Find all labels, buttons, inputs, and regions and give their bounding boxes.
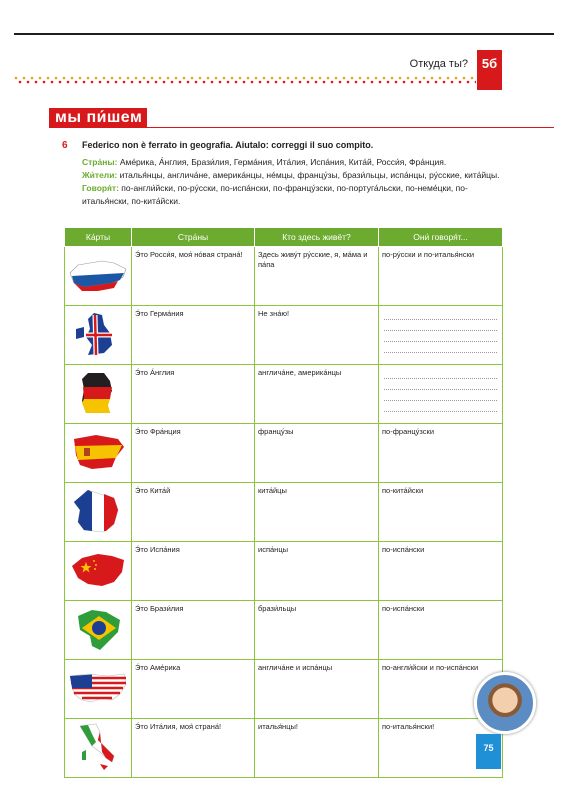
residents-cell: Здесь живу́т ру́сские, я, ма́ма и па́па <box>255 247 379 306</box>
page-number: 75 <box>476 734 501 769</box>
residents-cell: испа́нцы <box>255 542 379 601</box>
language-cell: по-кита́йски <box>379 483 503 542</box>
speak-text: по-англи́йски, по-ру́сски, по-испа́нски, по-францу́зски, по-португа́льски, по-неме́цки, по-италья́нски, по-кита́йски. <box>82 183 468 206</box>
residents-cell: брази́льцы <box>255 601 379 660</box>
table-row <box>65 660 503 719</box>
language-cell: по-францу́зски <box>379 424 503 483</box>
map-cell <box>65 719 132 778</box>
language-cell: по-ру́сски и по-италья́нски <box>379 247 503 306</box>
language-cell <box>379 306 503 365</box>
section-label: мы пи́шем <box>49 108 147 128</box>
italy-map-icon <box>70 722 126 772</box>
russia-map-icon <box>68 255 128 295</box>
germany-map-icon <box>70 371 126 415</box>
speak-key: Говоря́т: <box>82 183 119 193</box>
header-countries: Стра́ны <box>132 228 255 247</box>
residents-cell: англича́не, америка́нцы <box>255 365 379 424</box>
map-cell <box>65 601 132 660</box>
header-language: Они́ говоря́т... <box>379 228 503 247</box>
table-row <box>65 542 503 601</box>
table-header-row <box>65 228 503 247</box>
country-cell: Э́то Кита́й <box>132 483 255 542</box>
table-row <box>65 247 503 306</box>
residents-cell: францу́зы <box>255 424 379 483</box>
answer-line <box>384 401 497 412</box>
map-cell <box>65 483 132 542</box>
exercise-instruction: Federico non è ferrato in geografia. Aiutalo: correggi il suo compito. <box>82 140 374 150</box>
answer-line <box>384 331 497 342</box>
map-cell <box>65 306 132 365</box>
map-cell <box>65 542 132 601</box>
exercise-number: 6 <box>62 140 68 151</box>
residents-cell: италья́нцы! <box>255 719 379 778</box>
spain-map-icon <box>68 431 128 473</box>
language-cell <box>379 365 503 424</box>
france-map-icon <box>70 488 126 534</box>
table-row <box>65 306 503 365</box>
table-row <box>65 719 503 778</box>
speak-line <box>82 182 507 208</box>
answer-line <box>384 320 497 331</box>
country-cell: Э́то Фра́нция <box>132 424 255 483</box>
country-cell: Э́то А́нглия <box>132 365 255 424</box>
china-map-icon <box>68 550 128 590</box>
answer-line <box>384 309 497 320</box>
countries-key: Стра́ны: <box>82 157 118 167</box>
language-cell: по-испа́нски <box>379 601 503 660</box>
residents-cell: англича́не и испа́нцы <box>255 660 379 719</box>
table-row <box>65 483 503 542</box>
country-cell: Э́то Брази́лия <box>132 601 255 660</box>
language-cell: по-италья́нски! <box>379 719 503 778</box>
map-cell <box>65 660 132 719</box>
table-row <box>65 601 503 660</box>
countries-line <box>82 156 507 169</box>
ornament-border <box>14 76 476 84</box>
answer-line <box>384 368 497 379</box>
answer-line <box>384 379 497 390</box>
answer-line <box>384 342 497 353</box>
table-row <box>65 424 503 483</box>
header-residents: Кто здесь живёт? <box>255 228 379 247</box>
child-photo <box>474 672 536 734</box>
exercise-table <box>64 227 503 778</box>
brazil-map-icon <box>70 606 126 652</box>
residents-line <box>82 169 507 182</box>
top-rule <box>14 33 554 35</box>
country-cell: Э́то Герма́ния <box>132 306 255 365</box>
uk-map-icon <box>68 311 128 357</box>
country-cell: Э́то Аме́рика <box>132 660 255 719</box>
map-cell <box>65 365 132 424</box>
countries-text: Аме́рика, А́нглия, Брази́лия, Герма́ния, Ита́лия, Испа́ния, Кита́й, Росси́я, Фра́нция. <box>117 157 447 167</box>
language-cell: по-испа́нски <box>379 542 503 601</box>
header-maps: Ка́рты <box>65 228 132 247</box>
country-cell: Э́то Ита́лия, моя́ страна́! <box>132 719 255 778</box>
residents-cell: кита́йцы <box>255 483 379 542</box>
map-cell <box>65 424 132 483</box>
language-cell: по-англи́йски и по-испа́нски <box>379 660 503 719</box>
residents-text: италья́нцы, англича́не, америка́нцы, не́мцы, францу́зы, брази́льцы, испа́нцы, ру́сские, кита́йцы. <box>117 170 500 180</box>
country-cell: Э́то Росси́я, моя́ но́вая страна́! <box>132 247 255 306</box>
answer-line <box>384 390 497 401</box>
unit-title: Откуда ты? <box>409 58 468 70</box>
unit-badge: 5б <box>477 50 502 90</box>
residents-key: Жи́тели: <box>82 170 118 180</box>
country-cell: Э́то Испа́ния <box>132 542 255 601</box>
section-divider <box>147 127 554 128</box>
residents-cell: Не зна́ю! <box>255 306 379 365</box>
map-cell <box>65 247 132 306</box>
usa-map-icon <box>68 670 128 706</box>
table-row <box>65 365 503 424</box>
word-bank <box>82 156 507 208</box>
